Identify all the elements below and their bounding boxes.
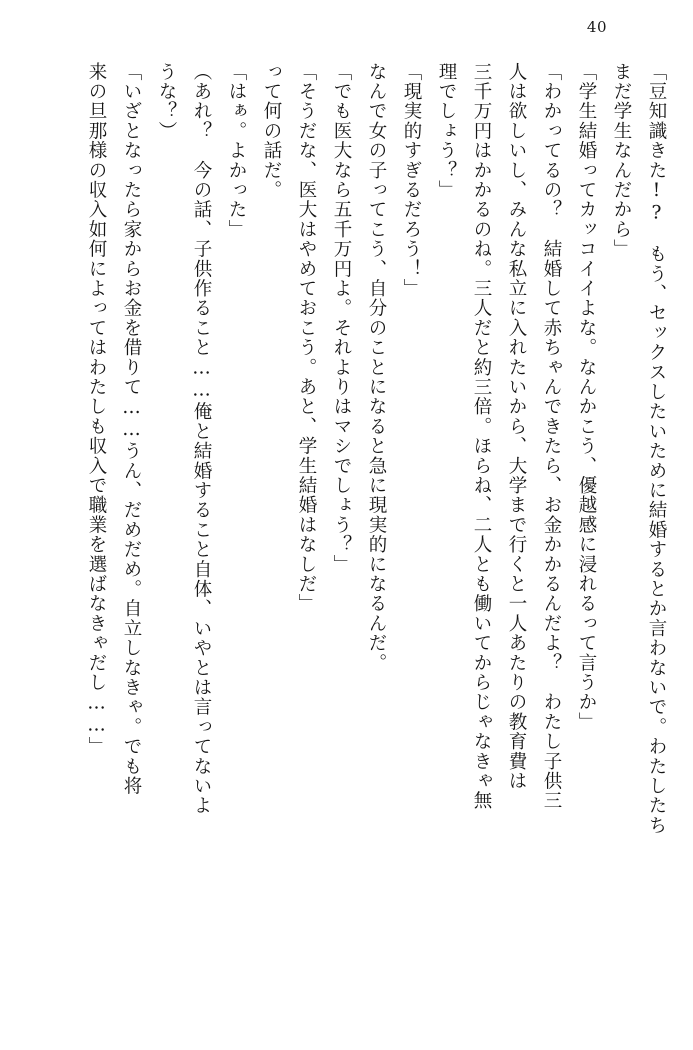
text-line: 三千万円はかかるのね。三人だと約三倍。ほらね、二人とも働いてからじゃなきゃ無: [471, 62, 492, 811]
text-line: 「わかってるの？ 結婚して赤ちゃんできたら、お金かかるんだよ？ わたし子供三: [541, 62, 562, 811]
text-line: なんで女の子ってこう、自分のことになると急に現実的になるんだ。: [366, 62, 387, 673]
text-line: （あれ？ 今の話、子供作ること……俺と結婚すること自体、いやとは言ってないよ: [191, 62, 212, 816]
text-line: 来の旦那様の収入如何によってはわたしも収入で職業を選ばなきゃだし……」: [86, 62, 107, 757]
text-line: 「そうだな、医大はやめておこう。あと、学生結婚はなしだ」: [296, 62, 317, 614]
text-line: 「現実的すぎるだろう！」: [401, 62, 422, 299]
text-line: って何の話だ。: [261, 62, 282, 200]
body-text: [28, 62, 665, 1020]
text-line: 「はぁ。よかった」: [226, 62, 247, 240]
text-line: 人は欲しいし、みんな私立に入れたいから、大学まで行くと一人あたりの教育費は: [506, 62, 527, 791]
text-line: まだ学生なんだから」: [611, 62, 632, 259]
text-line: 「豆知識きた!? もう、セックスしたいために結婚するとか言わないで。わたしたち: [646, 62, 667, 836]
text-line: 「学生結婚ってカッコイイよな。なんかこう、優越感に浸れるって言うか」: [576, 62, 597, 732]
text-line: 「でも医大なら五千万円よ。それよりはマシでしょう？」: [331, 62, 352, 575]
text-line: 理でしょう？」: [436, 62, 457, 200]
text-line: うな？）: [156, 62, 177, 141]
page-number: 40: [586, 18, 607, 36]
text-line: 「いざとなったら家からお金を借りて……うん、だめだめ。自立しなきゃ。でも将: [121, 62, 142, 796]
